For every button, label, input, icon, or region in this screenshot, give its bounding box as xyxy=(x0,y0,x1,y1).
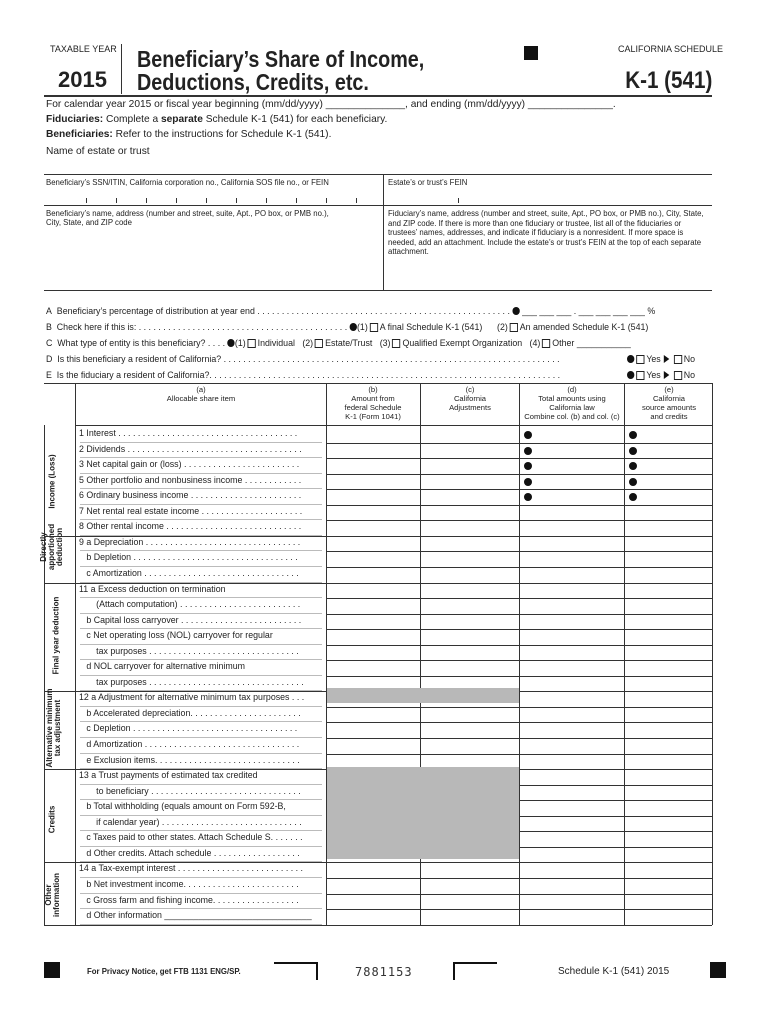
amount-field[interactable] xyxy=(421,878,519,893)
line-item: b Total withholding (equals amount on Form 592-B, xyxy=(79,801,286,813)
estate-name-field[interactable] xyxy=(46,160,712,174)
amount-field[interactable] xyxy=(421,567,519,582)
exempt-org-checkbox[interactable] xyxy=(392,339,400,348)
section-final-year-label: Final year deduction xyxy=(51,596,61,675)
amount-field[interactable] xyxy=(421,474,519,489)
amount-field[interactable] xyxy=(327,676,420,691)
line-item: 9 a Depreciation . . . . . . . . . . . . . . . . . . . . . . . . . . . . . . . . xyxy=(79,536,301,548)
amount-field[interactable] xyxy=(520,738,624,753)
amount-field[interactable] xyxy=(625,645,712,660)
line-item: 8 Other rental income . . . . . . . . . . . . . . . . . . . . . . . . . . . . xyxy=(79,521,302,533)
amount-field[interactable] xyxy=(327,520,420,535)
fiduciary-address-field[interactable] xyxy=(388,262,708,288)
privacy-notice: For Privacy Notice, get FTB 1131 ENG/SP. xyxy=(87,967,241,976)
amount-field[interactable] xyxy=(520,598,624,613)
line-item: 2 Dividends . . . . . . . . . . . . . . . . . . . . . . . . . . . . . . . . . . . . xyxy=(79,443,302,455)
amount-field[interactable] xyxy=(421,722,519,737)
line-item: c Depletion . . . . . . . . . . . . . . . . . . . . . . . . . . . . . . . . . . xyxy=(79,723,298,735)
amount-field[interactable] xyxy=(327,505,420,520)
amount-field[interactable] xyxy=(327,894,420,909)
amount-field[interactable] xyxy=(520,660,624,675)
amount-field[interactable] xyxy=(327,769,420,784)
amount-field[interactable] xyxy=(625,831,712,846)
amount-field[interactable] xyxy=(327,707,420,722)
col-a-header: (a) Allocable share item xyxy=(166,385,236,403)
amount-field[interactable] xyxy=(520,567,624,582)
form-title-line2: Deductions, Credits, etc. xyxy=(137,69,369,95)
line-item: b Depletion . . . . . . . . . . . . . . . . . . . . . . . . . . . . . . . . . . xyxy=(79,552,298,564)
amount-field[interactable] xyxy=(520,894,624,909)
amount-field[interactable] xyxy=(520,862,624,877)
amount-field[interactable] xyxy=(421,645,519,660)
amount-field[interactable] xyxy=(327,583,420,598)
question-d: D Is this beneficiary a resident of California? . . . . . . . . . . . . . . . . . . . . . . . . . . . . . . . . . . . . . . . . . . . . . . . . . . . . . . . . . . . . . . . . . . . . . xyxy=(46,354,560,365)
amount-field[interactable] xyxy=(327,645,420,660)
amount-field[interactable] xyxy=(625,427,712,442)
footer-mark-left xyxy=(44,962,60,978)
line-item: to beneficiary . . . . . . . . . . . . . . . . . . . . . . . . . . . . . . . xyxy=(79,785,301,797)
amount-field[interactable] xyxy=(625,847,712,862)
line-item: 13 a Trust payments of estimated tax credited xyxy=(79,770,258,782)
amount-field[interactable] xyxy=(520,800,624,815)
amount-field[interactable] xyxy=(327,800,420,815)
amount-field[interactable] xyxy=(327,443,420,458)
form-title-line1: Beneficiary’s Share of Income, xyxy=(137,46,425,72)
amount-field[interactable] xyxy=(520,645,624,660)
amount-field[interactable] xyxy=(327,551,420,566)
amount-field[interactable] xyxy=(625,894,712,909)
line-item: 11 a Excess deduction on termination xyxy=(79,583,226,595)
amount-field[interactable] xyxy=(421,738,519,753)
amount-field[interactable] xyxy=(327,831,420,846)
tax-year: 2015 xyxy=(58,67,107,92)
amount-field[interactable] xyxy=(625,676,712,691)
question-a: A Beneficiary’s percentage of distribution at year end . . . . . . . . . . . . . . . . . . . . . . . . . . . . . . . . . . . . . . . . . . . . . . . . . . . . ___ ___ ___ . ___ ___ ___ ___ % xyxy=(46,306,656,317)
amount-field[interactable] xyxy=(421,536,519,551)
amount-field[interactable] xyxy=(625,629,712,644)
section-credits-label: Credits xyxy=(47,805,57,834)
amount-field[interactable] xyxy=(520,847,624,862)
amount-field[interactable] xyxy=(625,707,712,722)
line-item: d Amortization . . . . . . . . . . . . . . . . . . . . . . . . . . . . . . . . xyxy=(79,739,300,750)
amount-field[interactable] xyxy=(327,738,420,753)
final-k1-checkbox[interactable] xyxy=(370,323,378,332)
amount-field[interactable] xyxy=(421,831,519,846)
taxable-year-label: TAXABLE YEAR xyxy=(50,44,117,54)
beneficiary-address-label: Beneficiary’s name, address (number and street, suite, Apt., PO box, or PMB no.), City, State, and ZIP code xyxy=(46,209,329,227)
line-item: c Net operating loss (NOL) carryover for regular xyxy=(79,630,273,642)
amount-field[interactable] xyxy=(520,909,624,924)
amount-field[interactable] xyxy=(421,769,519,784)
amount-field[interactable] xyxy=(520,536,624,551)
amount-field[interactable] xyxy=(625,878,712,893)
question-c: C What type of entity is this beneficiary? . . . . (1) Individual (2) Estate/Trust (3) Qualified Exempt Organization (4) Other ___________ xyxy=(46,338,631,349)
amount-field[interactable] xyxy=(421,598,519,613)
amount-field[interactable] xyxy=(421,754,519,769)
amount-field[interactable] xyxy=(625,583,712,598)
amount-field[interactable] xyxy=(520,520,624,535)
fiduciary-resident-no-checkbox[interactable] xyxy=(674,371,682,380)
question-b: B Check here if this is: . . . . . . . . . . . . . . . . . . . . . . . . . . . . . . . . . . . . . . . . . . . (1) A final Schedule K-1 (541) (2) An amended Schedule K-1 (541) xyxy=(46,322,649,333)
fiduciaries-instruction: Fiduciaries: Complete a separate Schedule K-1 (541) for each beneficiary. xyxy=(46,114,388,125)
estate-name-label: Name of estate or trust xyxy=(46,146,150,157)
question-e-answer: Yes No xyxy=(627,370,695,381)
amount-field[interactable] xyxy=(327,785,420,800)
amount-field[interactable] xyxy=(327,847,420,862)
resident-no-checkbox[interactable] xyxy=(674,355,682,364)
beneficiary-address-field[interactable] xyxy=(46,232,380,288)
fiduciary-address-label: Fiduciary’s name, address (number and street, suite, Apt., PO box, or PMB no.), City, State, and ZIP code. If there is more than one fiduciary or trustee, list all of the fiduciaries or trustees’ names, addresses, and indicate if fiduciary is a nonresident. If more space is needed, add an attachment. Include the estate’s or trust’s FEIN at the top of each separate attachment. xyxy=(388,209,704,256)
amount-field[interactable] xyxy=(625,520,712,535)
line-item: 3 Net capital gain or (loss) . . . . . . . . . . . . . . . . . . . . . . . . xyxy=(79,459,300,471)
beneficiary-ssn-field[interactable] xyxy=(46,190,380,204)
amount-field[interactable] xyxy=(421,629,519,644)
amount-field[interactable] xyxy=(327,614,420,629)
amount-field[interactable] xyxy=(520,427,624,442)
amount-field[interactable] xyxy=(625,660,712,675)
amount-field[interactable] xyxy=(625,567,712,582)
schedule-label: CALIFORNIA SCHEDULE xyxy=(618,44,724,54)
amount-field[interactable] xyxy=(327,660,420,675)
line-item: 14 a Tax-exempt interest . . . . . . . . . . . . . . . . . . . . . . . . . . xyxy=(79,863,304,875)
amount-field[interactable] xyxy=(520,458,624,473)
amount-field[interactable] xyxy=(625,722,712,737)
footer-bracket-right xyxy=(453,962,497,980)
amount-field[interactable] xyxy=(421,614,519,629)
fiduciary-resident-yes-checkbox[interactable] xyxy=(636,371,644,380)
section-directly-label: Directly apportioned deduction xyxy=(39,523,64,571)
amount-field[interactable] xyxy=(625,769,712,784)
line-item: b Net investment income. . . . . . . . . . . . . . . . . . . . . . . . xyxy=(79,878,299,890)
line-item: tax purposes . . . . . . . . . . . . . . . . . . . . . . . . . . . . . . . . xyxy=(79,676,304,688)
beneficiary-ssn-label: Beneficiary’s SSN/ITIN, California corporation no., California SOS file no., or FEIN xyxy=(46,178,329,187)
amount-field[interactable] xyxy=(327,722,420,737)
amount-field[interactable] xyxy=(421,707,519,722)
amount-field[interactable] xyxy=(625,691,712,706)
amount-field[interactable] xyxy=(327,536,420,551)
section-other-label: Other information xyxy=(44,873,61,917)
amount-field[interactable] xyxy=(625,536,712,551)
amount-field[interactable] xyxy=(421,660,519,675)
amount-field[interactable] xyxy=(625,489,712,504)
amount-field[interactable] xyxy=(625,551,712,566)
line-item: 7 Net rental real estate income . . . . . . . . . . . . . . . . . . . . . xyxy=(79,505,303,517)
amount-field[interactable] xyxy=(421,894,519,909)
amount-field[interactable] xyxy=(421,427,519,442)
amount-field[interactable] xyxy=(421,847,519,862)
amount-field[interactable] xyxy=(520,629,624,644)
amount-field[interactable] xyxy=(327,816,420,831)
amount-field[interactable] xyxy=(421,505,519,520)
amount-field[interactable] xyxy=(327,909,420,924)
amount-field[interactable] xyxy=(327,754,420,769)
amount-field[interactable] xyxy=(520,489,624,504)
amount-field[interactable] xyxy=(421,691,519,706)
line-item: d Other information ______________________________ xyxy=(79,910,312,922)
amount-field[interactable] xyxy=(327,629,420,644)
amount-field[interactable] xyxy=(421,443,519,458)
amended-k1-checkbox[interactable] xyxy=(510,323,518,332)
amount-field[interactable] xyxy=(625,598,712,613)
amount-field[interactable] xyxy=(327,474,420,489)
question-e: E Is the fiduciary a resident of California?. . . . . . . . . . . . . . . . . . . . . . . . . . . . . . . . . . . . . . . . . . . . . . . . . . . . . . . . . . . . . . . . . . . . . . . . xyxy=(46,370,561,381)
estate-fein-field[interactable] xyxy=(388,190,708,204)
amount-field[interactable] xyxy=(520,816,624,831)
question-d-answer: Yes No xyxy=(627,354,695,365)
line-item: b Accelerated depreciation. . . . . . . . . . . . . . . . . . . . . . . xyxy=(79,707,301,719)
amount-field[interactable] xyxy=(421,785,519,800)
amount-field[interactable] xyxy=(327,878,420,893)
amount-field[interactable] xyxy=(625,800,712,815)
amount-field[interactable] xyxy=(421,520,519,535)
amount-field[interactable] xyxy=(625,474,712,489)
line-item: tax purposes . . . . . . . . . . . . . . . . . . . . . . . . . . . . . . . xyxy=(79,645,299,657)
amount-field[interactable] xyxy=(421,676,519,691)
amount-field[interactable] xyxy=(625,785,712,800)
footer-mark-right xyxy=(710,962,726,978)
amount-field[interactable] xyxy=(520,707,624,722)
amount-field[interactable] xyxy=(327,691,420,706)
amount-field[interactable] xyxy=(421,489,519,504)
amount-field[interactable] xyxy=(421,551,519,566)
line-item: 1 Interest . . . . . . . . . . . . . . . . . . . . . . . . . . . . . . . . . . . . . xyxy=(79,428,298,439)
amount-field[interactable] xyxy=(520,691,624,706)
line-item: 5 Other portfolio and nonbusiness income . . . . . . . . . . . . xyxy=(79,474,302,486)
amount-field[interactable] xyxy=(327,489,420,504)
amount-field[interactable] xyxy=(520,474,624,489)
line-item: (Attach computation) . . . . . . . . . . . . . . . . . . . . . . . . . xyxy=(79,599,301,611)
amount-field[interactable] xyxy=(625,754,712,769)
col-c-header: (c) California Adjustments xyxy=(449,385,491,412)
individual-checkbox[interactable] xyxy=(248,339,256,348)
line-item: e Exclusion items. . . . . . . . . . . . . . . . . . . . . . . . . . . . . . xyxy=(79,754,300,766)
amount-field[interactable] xyxy=(625,738,712,753)
section-amt-label: Alternative minimum tax adjustment xyxy=(45,688,62,768)
amount-field[interactable] xyxy=(327,427,420,442)
amount-field[interactable] xyxy=(421,909,519,924)
col-d-header: (d) Total amounts using California law Combine col. (b) and col. (c) xyxy=(524,385,620,421)
calendar-year-line: For calendar year 2015 or fiscal year beginning (mm/dd/yyyy) ______________, and ending (mm/dd/yyyy) _______________. xyxy=(46,99,616,110)
line-item: 6 Ordinary business income . . . . . . . . . . . . . . . . . . . . . . . xyxy=(79,490,302,502)
amount-field[interactable] xyxy=(421,583,519,598)
line-item: if calendar year) . . . . . . . . . . . . . . . . . . . . . . . . . . . . . xyxy=(79,816,302,828)
footer-bracket-left xyxy=(274,962,318,980)
amount-field[interactable] xyxy=(520,676,624,691)
amount-field[interactable] xyxy=(625,505,712,520)
amount-field[interactable] xyxy=(327,458,420,473)
line-item: b Capital loss carryover . . . . . . . . . . . . . . . . . . . . . . . . . xyxy=(79,614,302,626)
beneficiaries-instruction: Beneficiaries: Refer to the instructions for Schedule K-1 (541). xyxy=(46,129,332,140)
amount-field[interactable] xyxy=(327,862,420,877)
line-item: c Gross farm and fishing income. . . . . . . . . . . . . . . . . . xyxy=(79,894,299,906)
amount-field[interactable] xyxy=(520,769,624,784)
registration-mark xyxy=(524,46,538,60)
amount-field[interactable] xyxy=(327,598,420,613)
amount-field[interactable] xyxy=(520,785,624,800)
resident-yes-checkbox[interactable] xyxy=(636,355,644,364)
estate-fein-label: Estate’s or trust’s FEIN xyxy=(388,178,468,187)
amount-field[interactable] xyxy=(625,443,712,458)
amount-field[interactable] xyxy=(421,862,519,877)
line-item: d NOL carryover for alternative minimum xyxy=(79,661,245,673)
amount-field[interactable] xyxy=(520,505,624,520)
amount-field[interactable] xyxy=(625,909,712,924)
amount-field[interactable] xyxy=(520,583,624,598)
amount-field[interactable] xyxy=(625,614,712,629)
amount-field[interactable] xyxy=(520,878,624,893)
amount-field[interactable] xyxy=(520,754,624,769)
estate-trust-checkbox[interactable] xyxy=(315,339,323,348)
amount-field[interactable] xyxy=(421,816,519,831)
line-item: c Amortization . . . . . . . . . . . . . . . . . . . . . . . . . . . . . . . . xyxy=(79,567,299,579)
col-b-header: (b) Amount from federal Schedule K-1 (Form 1041) xyxy=(344,385,402,421)
section-income-label: Income (Loss) xyxy=(47,454,57,509)
line-item: c Taxes paid to other states. Attach Schedule S. . . . . . . xyxy=(79,832,303,844)
amount-field[interactable] xyxy=(625,862,712,877)
amount-field[interactable] xyxy=(421,458,519,473)
form-code: 7881153 xyxy=(355,965,413,979)
line-item: 12 a Adjustment for alternative minimum tax purposes . . . xyxy=(79,692,305,704)
other-entity-checkbox[interactable] xyxy=(542,339,550,348)
amount-field[interactable] xyxy=(520,443,624,458)
amount-field[interactable] xyxy=(520,614,624,629)
amount-field[interactable] xyxy=(625,816,712,831)
amount-field[interactable] xyxy=(625,458,712,473)
footer-schedule: Schedule K-1 (541) 2015 xyxy=(558,966,670,977)
amount-field[interactable] xyxy=(520,551,624,566)
line-item: d Other credits. Attach schedule . . . . . . . . . . . . . . . . . . xyxy=(79,847,300,859)
amount-field[interactable] xyxy=(520,831,624,846)
amount-field[interactable] xyxy=(520,722,624,737)
amount-field[interactable] xyxy=(421,800,519,815)
form-id: K-1 (541) xyxy=(624,67,712,94)
col-e-header: (e) California source amounts and credits xyxy=(641,385,697,421)
amount-field[interactable] xyxy=(327,567,420,582)
